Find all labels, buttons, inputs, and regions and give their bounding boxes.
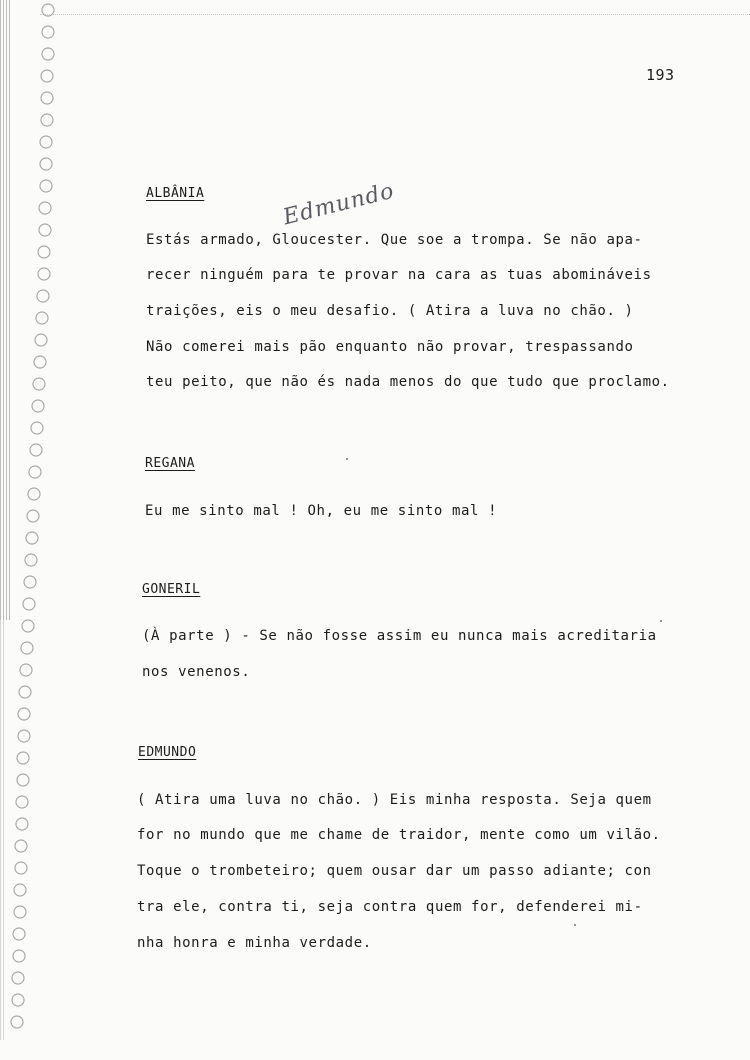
binding-hole	[18, 730, 30, 742]
dialogue-line: traições, eis o meu desafio. ( Atira a luva no chão. )	[146, 303, 634, 319]
binding-hole	[11, 1016, 23, 1028]
binding-hole	[37, 290, 49, 302]
speaker-name: GONERIL	[142, 582, 201, 597]
speaker-name: REGANA	[145, 456, 195, 471]
binding-hole	[24, 576, 36, 588]
dialogue-line: Toque o trombeteiro; quem ousar dar um passo adiante; con	[137, 863, 652, 879]
binding-hole	[12, 972, 24, 984]
binding-hole	[12, 994, 24, 1006]
dialogue-line: nos venenos.	[142, 664, 251, 680]
binding-hole	[41, 114, 53, 126]
binding-hole	[40, 136, 52, 148]
dialogue-line: Estás armado, Gloucester. Que soe a trompa. Se não apa-	[146, 232, 643, 248]
paper-speck	[346, 458, 348, 460]
binding-hole	[38, 268, 50, 280]
binding-hole	[14, 884, 26, 896]
binding-hole	[27, 510, 39, 522]
binding-hole	[35, 334, 47, 346]
binding-hole	[39, 202, 51, 214]
binding-hole	[28, 488, 40, 500]
handwritten-annotation: Edmundo	[280, 178, 398, 231]
binding-hole	[14, 906, 26, 918]
binding-hole	[36, 312, 48, 324]
binding-hole	[20, 664, 32, 676]
binding-hole	[18, 708, 30, 720]
dialogue-line: (À parte ) - Se não fosse assim eu nunca mais acreditaria	[142, 628, 657, 644]
dialogue-line: tra ele, contra ti, seja contra quem for, defenderei mi-	[137, 899, 643, 915]
binding-hole	[15, 840, 27, 852]
binding-hole	[17, 774, 29, 786]
binding-hole	[34, 356, 46, 368]
binding-hole	[26, 532, 38, 544]
binding-hole	[40, 158, 52, 170]
binding-hole	[31, 422, 43, 434]
binding-hole	[16, 796, 28, 808]
binding-hole	[22, 620, 34, 632]
paper-speck	[574, 924, 576, 926]
binding-hole	[32, 400, 44, 412]
binding-hole	[42, 26, 54, 38]
speaker-name: ALBÂNIA	[146, 186, 205, 201]
speaker-name: EDMUNDO	[138, 745, 197, 760]
dialogue-line: recer ninguém para te provar na cara as tuas abomináveis	[146, 267, 652, 283]
top-edge-line	[40, 14, 750, 15]
binding-hole	[19, 686, 31, 698]
dialogue-line: for no mundo que me chame de traidor, mente como um vilão.	[137, 827, 661, 843]
binding-hole	[33, 378, 45, 390]
binding-hole	[42, 48, 54, 60]
binding-hole	[39, 224, 51, 236]
binding-hole	[41, 70, 53, 82]
binding-hole	[25, 554, 37, 566]
page-number: 193	[646, 66, 675, 84]
binding-hole	[29, 466, 41, 478]
dialogue-line: ( Atira uma luva no chão. ) Eis minha resposta. Seja quem	[137, 792, 652, 808]
binding-hole	[21, 642, 33, 654]
binding-hole	[13, 950, 25, 962]
binding-hole	[30, 444, 42, 456]
binding-hole	[16, 818, 28, 830]
binding-hole	[23, 598, 35, 610]
paper-speck	[660, 620, 662, 622]
binding-hole	[38, 246, 50, 258]
binding-hole	[41, 92, 53, 104]
binding-hole	[40, 180, 52, 192]
binding-hole	[15, 862, 27, 874]
dialogue-line: nha honra e minha verdade.	[137, 935, 372, 951]
binding-holes	[0, 0, 70, 1060]
dialogue-line: Não comerei mais pão enquanto não provar, trespassando	[146, 339, 634, 355]
dialogue-line: Eu me sinto mal ! Oh, eu me sinto mal !	[145, 503, 498, 519]
dialogue-line: teu peito, que não és nada menos do que tudo que proclamo.	[146, 374, 670, 390]
binding-hole	[13, 928, 25, 940]
binding-hole	[42, 4, 54, 16]
binding-hole	[17, 752, 29, 764]
